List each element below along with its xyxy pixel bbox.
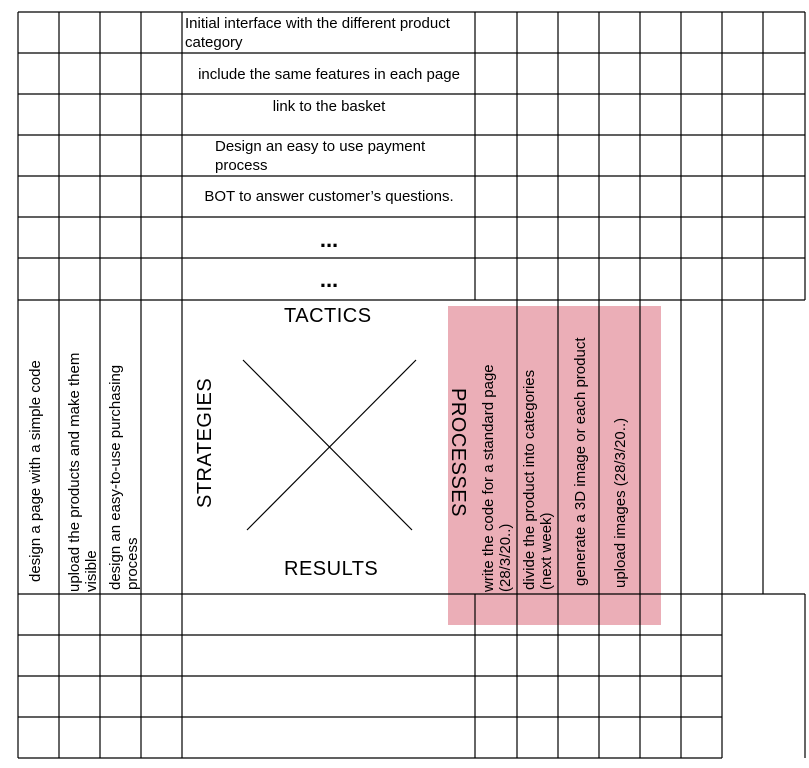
tactic-ellipsis-2: ... [319, 267, 339, 292]
process-3: generate a 3D image or each product [572, 337, 589, 586]
tactic-1: Initial interface with the different product category [185, 15, 450, 51]
tactic-ellipsis-1: ... [319, 227, 339, 252]
label-strategies: STRATEGIES [194, 377, 216, 508]
strategy-2: upload the products and make them visible [66, 352, 100, 592]
label-processes: PROCESSES [447, 388, 469, 517]
process-2: divide the product into categories (next week) [521, 369, 555, 590]
strategy-1: design a page with a simple code [27, 360, 44, 582]
process-4: upload images (28/3/20..) [612, 417, 629, 588]
tactic-3: link to the basket [272, 98, 386, 115]
tactic-2: include the same features in each page [198, 66, 460, 83]
label-results: RESULTS [284, 558, 379, 580]
x-line-1 [243, 360, 412, 530]
process-1: write the code for a standard page (28/3/20..) [480, 364, 514, 592]
strategy-3: design an easy-to-use purchasing process [107, 364, 141, 590]
tactic-5: BOT to answer customer’s questions. [204, 188, 454, 205]
label-tactics: TACTICS [284, 305, 372, 327]
x-line-2 [247, 360, 416, 530]
tactic-4: Design an easy to use payment process [215, 138, 426, 174]
